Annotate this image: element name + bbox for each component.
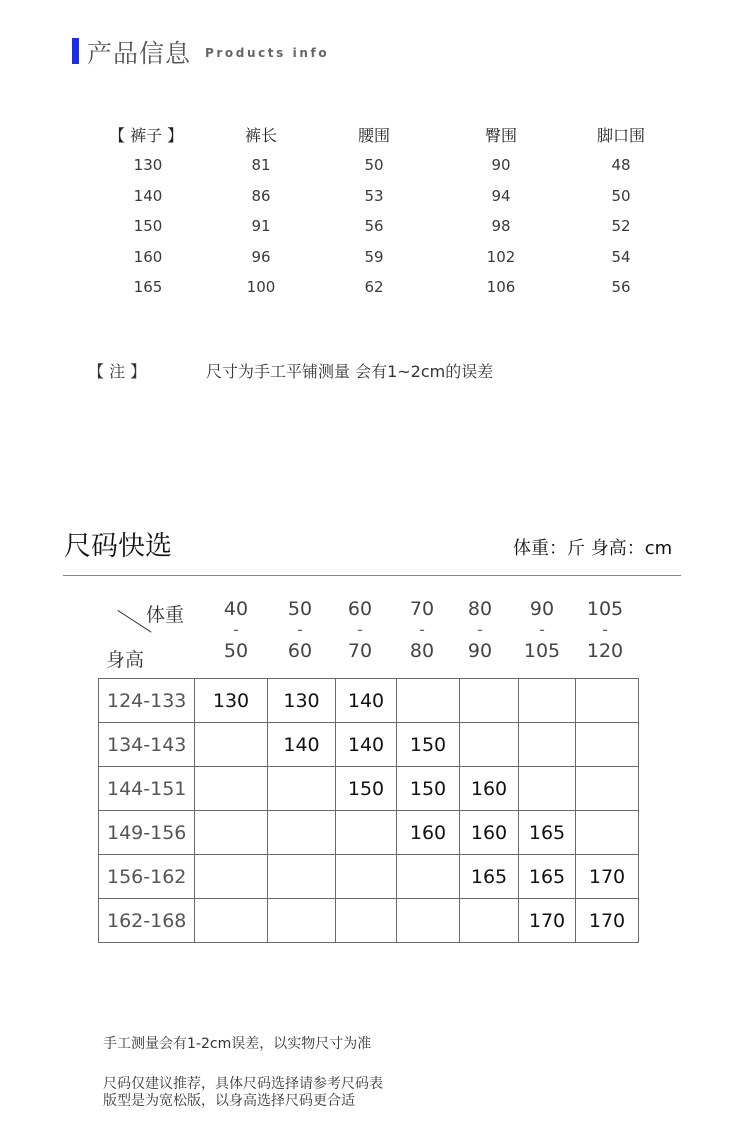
section-title: 产品信息: [87, 39, 192, 68]
height-range-cell: 156-162: [99, 855, 195, 899]
size-cell: [195, 899, 268, 943]
size-cell: 165: [519, 855, 576, 899]
table-row: [95, 150, 695, 181]
table-cell: 98: [491, 217, 511, 236]
size-cell: [195, 811, 268, 855]
range-dash: -: [477, 620, 483, 639]
size-cell: [519, 767, 576, 811]
size-picker-grid: [98, 678, 639, 943]
size-cell: [336, 899, 397, 943]
table-cell: 62: [364, 278, 384, 297]
size-cell: [268, 767, 336, 811]
table-cell: 165: [133, 278, 163, 297]
table-row: [95, 272, 695, 303]
divider: [63, 575, 681, 576]
size-cell: [576, 811, 639, 855]
table-cell: 90: [491, 156, 511, 175]
size-cell: [268, 855, 336, 899]
weight-to: 70: [347, 640, 373, 662]
size-cell: 150: [397, 723, 460, 767]
table-cell: 94: [491, 186, 511, 205]
size-cell: 150: [336, 767, 397, 811]
table-cell: 54: [611, 247, 631, 266]
table-cell: 52: [611, 217, 631, 236]
height-range-cell: 134-143: [99, 723, 195, 767]
size-cell: 160: [460, 811, 519, 855]
size-cell: 170: [576, 855, 639, 899]
weight-to: 105: [523, 640, 561, 662]
size-cell: [460, 679, 519, 723]
table-cell: 81: [251, 156, 271, 175]
table-cell: 56: [611, 278, 631, 297]
range-dash: -: [539, 620, 545, 639]
weight-range: [460, 598, 500, 662]
size-cell: 170: [576, 899, 639, 943]
table-row: [95, 242, 695, 273]
height-range-cell: 149-156: [99, 811, 195, 855]
weight-from: 80: [467, 598, 493, 620]
height-range-cell: 124-133: [99, 679, 195, 723]
table-cell: 91: [251, 217, 271, 236]
table-cell: 130: [133, 156, 163, 175]
table-row: [99, 767, 639, 811]
note-text: 尺寸为手工平铺测量 会有1~2cm的误差: [206, 362, 494, 381]
size-cell: [268, 899, 336, 943]
weight-to: 90: [467, 640, 493, 662]
size-cell: [460, 899, 519, 943]
quick-select-title: 尺码快选: [64, 531, 172, 562]
footer-note: 版型是为宽松版，以身高选择尺码更合适: [103, 1093, 355, 1109]
size-cell: 130: [268, 679, 336, 723]
size-cell: 140: [268, 723, 336, 767]
weight-to: 80: [409, 640, 435, 662]
header-cell: 【 裤子 】: [109, 125, 184, 145]
size-cell: 170: [519, 899, 576, 943]
size-cell: 130: [195, 679, 268, 723]
height-range-cell: 144-151: [99, 767, 195, 811]
footer-note: 尺码仅建议推荐，具体尺码选择请参考尺码表: [103, 1076, 383, 1092]
table-cell: 86: [251, 186, 271, 205]
note-label: 【 注 】: [88, 362, 147, 381]
size-cell: [336, 811, 397, 855]
size-cell: [195, 767, 268, 811]
header-cell: 腰围: [357, 125, 390, 145]
weight-range: [340, 598, 380, 662]
weight-from: 105: [586, 598, 624, 620]
size-cell: [576, 679, 639, 723]
table-cell: 102: [486, 247, 516, 266]
header-cell: 裤长: [244, 125, 277, 145]
table-row: [99, 899, 639, 943]
section-accent-bar: [72, 38, 79, 64]
table-cell: 56: [364, 217, 384, 236]
size-cell: [460, 723, 519, 767]
size-cell: 165: [519, 811, 576, 855]
height-range-cell: 162-168: [99, 899, 195, 943]
section-subtitle: Products info: [205, 46, 330, 60]
table-row: [99, 811, 639, 855]
weight-range: [216, 598, 256, 662]
weight-from: 70: [409, 598, 435, 620]
size-cell: 165: [460, 855, 519, 899]
table-row: [99, 679, 639, 723]
table-cell: 100: [246, 278, 276, 297]
table-row: [99, 723, 639, 767]
weight-to: 120: [586, 640, 624, 662]
table-cell: 59: [364, 247, 384, 266]
size-cell: [195, 855, 268, 899]
units-label: 体重：斤 身高：cm: [513, 538, 673, 559]
weight-to: 60: [287, 640, 313, 662]
corner-weight-label: 体重: [146, 604, 185, 626]
size-cell: [576, 723, 639, 767]
weight-from: 40: [223, 598, 249, 620]
header-cell: 臀围: [484, 125, 517, 145]
size-cell: 160: [460, 767, 519, 811]
corner-height-label: 身高: [106, 649, 145, 671]
weight-from: 50: [287, 598, 313, 620]
table-cell: 160: [133, 247, 163, 266]
table-row: [95, 181, 695, 212]
range-dash: -: [602, 620, 608, 639]
weight-range: [517, 598, 567, 662]
size-cell: [519, 679, 576, 723]
table-cell: 140: [133, 186, 163, 205]
weight-range: [402, 598, 442, 662]
size-cell: [268, 811, 336, 855]
size-table-header: [95, 118, 695, 150]
table-cell: 50: [611, 186, 631, 205]
table-row: [95, 211, 695, 242]
weight-from: 90: [529, 598, 555, 620]
weight-range: [580, 598, 630, 662]
weight-range: [280, 598, 320, 662]
table-row: [99, 855, 639, 899]
range-dash: -: [419, 620, 425, 639]
size-cell: [397, 679, 460, 723]
range-dash: -: [357, 620, 363, 639]
table-cell: 150: [133, 217, 163, 236]
size-cell: 150: [397, 767, 460, 811]
size-cell: [195, 723, 268, 767]
range-dash: -: [233, 620, 239, 639]
size-table: [95, 118, 695, 303]
table-cell: 53: [364, 186, 384, 205]
table-cell: 50: [364, 156, 384, 175]
size-cell: [397, 855, 460, 899]
range-dash: -: [297, 620, 303, 639]
table-cell: 48: [611, 156, 631, 175]
size-cell: 140: [336, 723, 397, 767]
size-cell: [336, 855, 397, 899]
table-cell: 106: [486, 278, 516, 297]
weight-from: 60: [347, 598, 373, 620]
footer-note: 手工测量会有1-2cm误差，以实物尺寸为准: [103, 1036, 372, 1052]
weight-to: 50: [223, 640, 249, 662]
size-cell: 140: [336, 679, 397, 723]
size-cell: [397, 899, 460, 943]
table-cell: 96: [251, 247, 271, 266]
header-cell: 脚口围: [596, 125, 645, 145]
size-cell: 160: [397, 811, 460, 855]
size-cell: [576, 767, 639, 811]
size-cell: [519, 723, 576, 767]
